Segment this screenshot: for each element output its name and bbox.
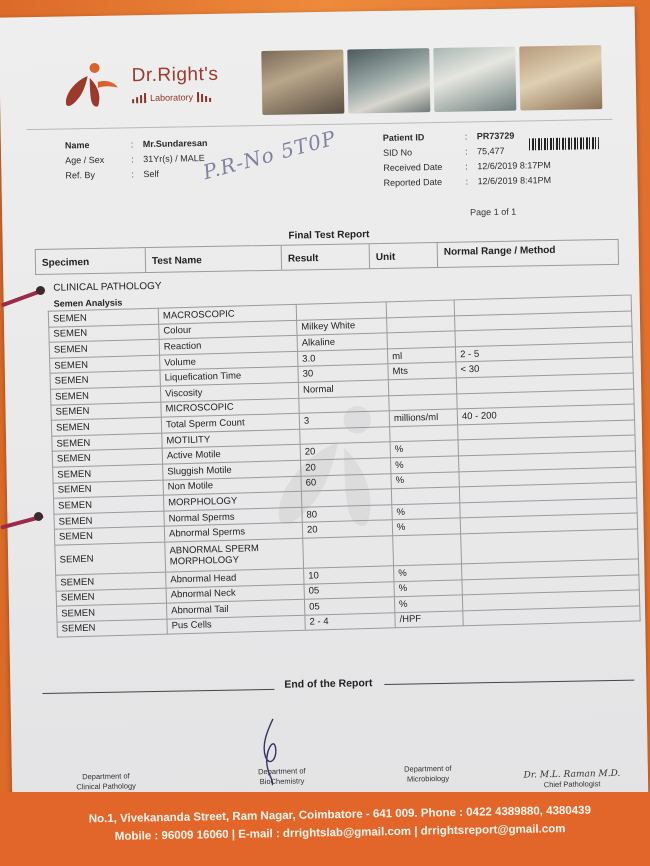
patient-id-label: Patient ID [382,132,425,143]
separator: : [130,139,134,150]
dept-microbiology [388,764,468,785]
name-label: Name [64,140,90,151]
result-cell: 20 [301,458,391,476]
test-name-cell: Non Motile [163,476,301,495]
separator: : [465,176,469,187]
specimen-cell: SEMEN [55,542,166,575]
dept-label: Department of [403,763,452,774]
specimen-cell: SEMEN [51,402,161,421]
column-header: Unit [370,243,438,268]
lab-photo-strip [261,45,602,115]
end-of-report: End of the Report [284,677,373,691]
lab-photo [433,47,516,112]
dept-label: Microbiology [406,773,450,784]
punch-hole [36,286,45,295]
patient-info-right [383,130,552,193]
test-name-cell: Abnormal Tail [166,599,304,618]
specimen-cell: SEMEN [51,417,161,436]
referred-by: Self [143,168,160,180]
dept-label: Department of [258,766,306,777]
unit-cell [393,534,462,566]
column-header: Result [282,244,370,270]
result-cell: 05 [304,581,394,599]
test-name-cell: Abnormal Sperms [164,523,302,542]
unit-cell: % [391,471,459,488]
unit-cell: ml [387,347,455,364]
result-cell [303,536,394,569]
sid-label: SID No [382,147,413,158]
separator: : [464,131,468,142]
received-label: Received Date [383,161,443,173]
barcode [529,137,599,150]
bars-icon [197,92,211,102]
address-line: No.1, Vivekananda Street, Ram Nagar, Coimbatore - 641 009. Phone : 0422 4389880, 4380439 [88,804,592,826]
lab-photo [519,45,602,110]
dept-biochemistry [242,766,322,787]
column-header: Normal Range / Method [443,244,556,258]
test-name-cell: Viscosity [160,382,298,401]
dept-label: BioChemistry [259,776,305,787]
reported-date: 12/6/2019 8:41PM [477,174,552,187]
brand-name: Dr.Right's [131,63,219,87]
test-name-cell: MACROSCOPIC [158,304,296,323]
unit-cell: % [391,456,459,473]
result-cell: 80 [302,504,392,522]
result-cell: 05 [304,597,394,615]
test-name-cell: Reaction [159,336,297,355]
specimen-cell: SEMEN [54,511,164,530]
specimen-cell: SEMEN [57,619,167,638]
result-cell: 2 - 4 [305,612,395,630]
column-header-row [35,239,619,275]
patient-info-left [65,138,208,185]
test-name-cell: Liquefication Time [160,367,298,386]
report-sheet [0,7,649,866]
test-name-cell: Normal Sperms [164,507,302,526]
unit-cell: Mts [388,362,456,379]
report-title: Final Test Report [288,229,370,242]
specimen-cell: SEMEN [56,572,166,591]
patient-name: Mr.Sundaresan [142,137,208,150]
range-cell: < 30 [456,357,633,378]
reported-label: Reported Date [383,176,443,188]
specimen-cell: SEMEN [53,480,163,499]
separator: : [464,146,468,157]
range-cell: 40 - 200 [457,404,634,425]
end-rule-right [384,680,634,685]
separator: : [465,161,468,172]
pathologist-title: Chief Pathologist [543,779,601,790]
received-date: 12/6/2019 8:17PM [477,160,551,172]
test-name-cell: Abnormal Neck [166,584,304,603]
specimen-cell: SEMEN [53,464,163,483]
lab-photo [261,50,344,115]
test-name-cell: Pus Cells [167,615,305,634]
test-name-cell: Abnormal Head [166,568,304,587]
patient-age-sex: 31Yr(s) / MALE [143,153,205,165]
separator: : [131,169,135,180]
age-label: Age / Sex [65,154,105,166]
specimen-cell: SEMEN [56,588,166,607]
page-number: Page 1 of 1 [470,206,517,218]
test-name-cell: Volume [160,351,298,370]
specimen-cell: SEMEN [49,324,159,343]
test-name-cell: Active Motile [162,445,300,464]
column-header: Specimen [36,248,146,274]
range-cell: 2 - 5 [455,342,632,363]
result-cell: Normal [298,380,388,398]
end-rule-left [42,689,274,694]
bars-icon [132,93,146,103]
test-name-cell: MOTILITY [162,429,300,448]
result-cell: Alkaline [297,333,387,351]
sid-number: 75,477 [476,145,505,157]
lab-photo [347,48,430,113]
separator: : [131,154,134,165]
subsection-heading: Semen Analysis [53,297,123,309]
result-cell: Milkey White [297,317,387,335]
result-cell: 60 [301,473,391,491]
dept-clinical-pathology [66,771,146,792]
brand-subtitle-text: Laboratory [149,92,194,103]
column-header: Test Name [146,246,282,272]
brand-subtitle [132,92,211,103]
unit-cell: millions/ml [389,409,457,426]
result-cell: 20 [302,520,392,538]
logo-mark-icon [57,60,120,111]
punch-hole [34,512,43,521]
unit-cell: % [394,564,462,581]
result-cell: 10 [304,566,394,584]
unit-cell: % [394,579,462,596]
specimen-cell: SEMEN [54,495,164,514]
result-cell: 3.0 [297,349,387,367]
dept-label: Clinical Pathology [76,781,136,792]
unit-cell: % [390,440,458,457]
dept-label: Department of [82,771,130,782]
handwritten-note: P.R-No 5T0P [200,125,339,185]
results-table [48,294,641,637]
specimen-cell: SEMEN [52,449,162,468]
specimen-cell: SEMEN [49,339,159,358]
range-cell [461,529,639,564]
specimen-cell: SEMEN [54,526,164,545]
test-name-cell: Colour [159,320,297,339]
ref-label: Ref. By [65,169,96,181]
result-cell: 30 [298,364,388,382]
unit-cell: % [394,595,462,612]
test-name-cell: MORPHOLOGY [163,491,301,510]
test-name-cell: Total Sperm Count [161,413,299,432]
lab-logo [57,55,258,128]
specimen-cell: SEMEN [50,386,160,405]
specimen-cell: SEMEN [52,433,162,452]
contact-line: Mobile : 96009 16060 | E-mail : drrightslab@gmail.com | drrightsreport@gmail.com [114,823,566,843]
specimen-cell: SEMEN [50,355,160,374]
chief-pathologist [512,769,632,791]
unit-cell: /HPF [395,611,463,628]
test-name-cell: Sluggish Motile [163,460,301,479]
result-cell: 20 [300,442,390,460]
specimen-cell: SEMEN [57,603,167,622]
test-name-cell: MICROSCOPIC [161,398,299,417]
pathologist-signature: Dr. M.L. Raman M.D. [523,768,621,781]
test-name-cell: ABNORMAL SPERM MORPHOLOGY [165,538,304,572]
section-heading: CLINICAL PATHOLOGY [53,280,162,294]
unit-cell: % [392,503,460,520]
patient-id: PR73729 [476,130,515,142]
result-cell: 3 [299,411,389,429]
unit-cell: % [392,518,460,535]
specimen-cell: SEMEN [50,371,160,390]
specimen-cell: SEMEN [48,308,158,327]
